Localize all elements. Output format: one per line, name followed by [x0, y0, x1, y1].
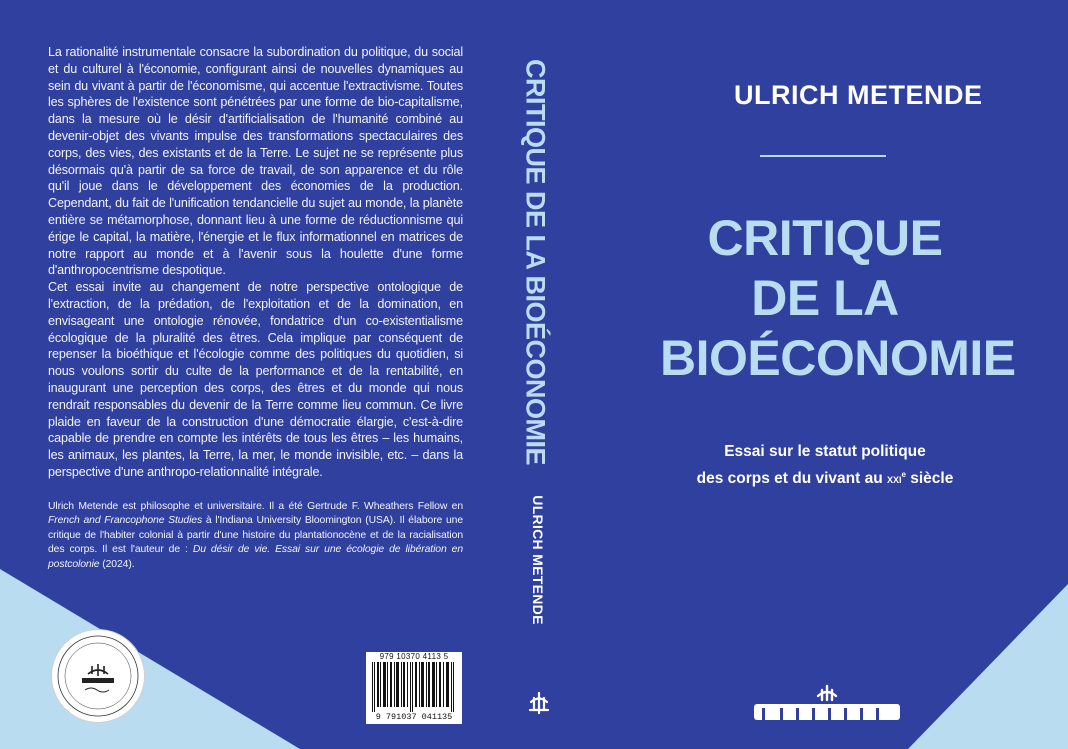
bio-italic-1: French and Francophone Studies — [48, 515, 203, 527]
divider-rule — [760, 155, 886, 157]
subtitle-line-2a: des corps et du vivant au — [696, 470, 887, 488]
spine-title: CRITIQUE DE LA BIOÉCONOMIE — [520, 58, 551, 466]
subtitle-sup: e — [901, 470, 906, 479]
subtitle-century: XXI — [886, 475, 902, 486]
publisher-seal-sticker — [51, 629, 145, 723]
seal-graphic — [52, 630, 144, 722]
isbn-number-bottom: 9 791037 041135 — [375, 712, 453, 722]
barcode-bars — [370, 662, 458, 712]
author-bio — [48, 500, 463, 572]
isbn-number-top: 979 10370 4113 5 — [379, 652, 449, 661]
subtitle-line-2b: siècle — [905, 470, 954, 488]
title-line-3: BIOÉCONOMIE — [660, 330, 1016, 386]
isbn-barcode — [366, 652, 462, 724]
book-title — [660, 208, 1016, 388]
front-author: ULRICH METENDE — [734, 80, 983, 110]
title-line-2: DE LA — [751, 270, 899, 326]
hermann-wordmark-logo — [752, 684, 902, 724]
hermann-logo-icon — [526, 690, 552, 716]
bio-italic-2: Du désir de vie. Essai sur une écologie de libération en postcolonie — [48, 544, 463, 570]
subtitle-line-1: Essai sur le statut politique — [724, 443, 926, 460]
blurb-paragraph-1: La rationalité instrumentale consacre la subordination du politique, du social et du culturel à l'économie, configurant ainsi de nouvelles dynamiques au sein du vivant à partir de l'économisme, qui accentue l'extractivisme. Toutes les sphères de l'existence sont pénétrées par une forme de bio-capitalisme, dans la mesure où le désir d'artificialisation de l'humanité combiné au devenir-objet des vivants impulse des transformations spectaculaires des corps, des vies, des existants et de la Terre. Le sujet ne se représente plus désormais qu'à partir de sa force de travail, de son apparence et du rôle qu'il joue dans le développement des économies de la production. Cependant, du fait de l'unification tendancielle du sujet au monde, la planète entière se métamorphose, donnant lieu à une forme de réductionnisme qui érige le capital, la matière, l'énergie et le flux informationnel en matrices de notre rapport au monde et à l'avenir sous la houlette d'une forme d'anthropocentrisme despotique. — [48, 45, 463, 278]
title-line-1: CRITIQUE — [707, 210, 943, 266]
back-cover-blurb — [48, 44, 463, 481]
blurb-paragraph-2: Cet essai invite au changement de notre perspective ontologique de l'extraction, de la prédation, de l'exploitation et de la domination, en envisageant une ontologie rénovée, fondatrice d'un co-existentialisme écologique de la pluralité des êtres. Cela implique par conséquent de repenser la bioéthique et l'écologie comme des politiques du quotidien, si nous voulons sortir du culte de la performance et de la rentabilité, en inaugurant une perception des corps, des êtres et du monde qui nous rendrait responsables du devenir de la Terre comme lieu commun. Ce livre plaide en faveur de la construction d'une démocratie élargie, c'est-à-dire capable de prendre en compte les intérêts de tous les êtres – les humains, les animaux, les plantes, la Terre, la mer, le monde invisible, etc. – dans la perspective d'une anthropo-relationnalité intégrale. — [48, 280, 463, 479]
book-subtitle — [680, 440, 970, 492]
bio-text-b: à l'Indiana University Bloomington (USA). Il élabore une critique de l'habiter colonial à partir d'une histoire du plantationocène et de la racialisation des corps. Il est l'auteur de : — [48, 515, 464, 556]
bio-text-c: (2024). — [99, 558, 135, 570]
spine-author: ULRICH METENDE — [530, 495, 546, 625]
bio-text-a: Ulrich Metende est philosophe et universitaire. Il a été Gertrude F. Wheathers Fellow en — [48, 501, 463, 512]
subtitle-line-2 — [680, 463, 970, 492]
back-cover-corner-triangle — [0, 569, 300, 749]
